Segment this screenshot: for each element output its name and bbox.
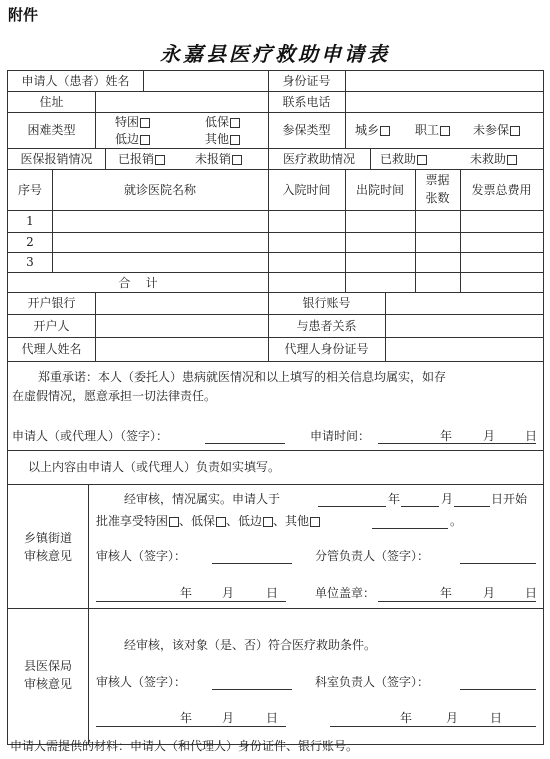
- phone-label: 联系电话: [282, 95, 331, 109]
- id-number-label: 身份证号: [282, 74, 331, 88]
- col-no-header: 序号: [17, 183, 42, 197]
- checkbox-low-guarantee: [230, 118, 240, 128]
- town-review-label-1: 乡镇街道: [23, 531, 72, 545]
- checkbox-low-edge: [140, 135, 150, 145]
- declaration-year: 年: [440, 429, 453, 443]
- address-label: 住址: [39, 95, 64, 109]
- town-year: 年: [180, 586, 193, 600]
- town-text-2: 批准享受特困 、低保 、低边 、其他: [96, 513, 320, 529]
- checkbox-town-low: [216, 517, 226, 527]
- form-title: 永嘉县医疗救助申请表: [160, 42, 390, 66]
- bank-label: 开户银行: [27, 296, 76, 310]
- declaration-sign-label: 申请人（或代理人）（签字）：: [12, 429, 169, 443]
- town-seal-month: 月: [483, 586, 496, 600]
- agent-id-label: 代理人身份证号: [284, 342, 369, 356]
- checkbox-claimed: [155, 155, 165, 165]
- declaration-line-2: 在虚假情况，愿意承担一切法律责任。: [12, 389, 217, 403]
- aid-aided[interactable]: 已救助: [380, 151, 427, 167]
- checkbox-town-edge: [263, 517, 273, 527]
- county-section-head-label: 科室负责人（签字）：: [315, 675, 430, 689]
- truth-note: 以上内容由申请人（或代理人）负责如实填写。: [28, 460, 281, 474]
- town-text-end: 。: [450, 514, 463, 528]
- col-hospital-header: 就诊医院名称: [123, 183, 196, 197]
- col-discharge-header: 出院时间: [355, 183, 404, 197]
- town-seal-year: 年: [440, 586, 453, 600]
- footer-note: 申请人需提供的材料：申请人（和代理人）身份证件、银行账号。: [10, 739, 359, 753]
- checkbox-town-special: [169, 517, 179, 527]
- col-total-header: 发票总费用: [471, 183, 532, 197]
- insurance-employee[interactable]: 职工: [415, 122, 450, 138]
- county-year: 年: [180, 711, 193, 725]
- col-receipts-header-1: 票据: [425, 173, 450, 187]
- town-leader-label: 分管负责人（签字）：: [315, 549, 430, 563]
- county-sign-year: 年: [400, 711, 413, 725]
- town-reviewer-label: 审核人（签字）：: [96, 549, 187, 563]
- account-label: 银行账号: [302, 296, 351, 310]
- hardship-low-guarantee[interactable]: 低保: [205, 114, 240, 130]
- aid-status-label: 医疗救助情况: [282, 152, 355, 166]
- checkbox-special: [140, 118, 150, 128]
- hardship-type-label: 困难类型: [27, 123, 76, 137]
- insurance-not-insured[interactable]: 未参保: [473, 122, 520, 138]
- table-row-2-no: 2: [26, 235, 34, 249]
- table-row-1-no: 1: [26, 214, 34, 228]
- checkbox-not-claimed: [232, 155, 242, 165]
- town-review-label-2: 审核意见: [23, 549, 72, 563]
- town-month: 月: [222, 586, 235, 600]
- total-row-label: 合 计: [118, 276, 158, 290]
- town-day: 日: [266, 586, 279, 600]
- col-receipts-header-2: 张数: [425, 191, 450, 205]
- declaration-month: 月: [483, 429, 496, 443]
- claim-status-label: 医保报销情况: [20, 152, 93, 166]
- applicant-name-label: 申请人（患者）姓名: [21, 74, 130, 88]
- checkbox-not-aided: [507, 155, 517, 165]
- insurance-urban-rural[interactable]: 城乡: [355, 122, 390, 138]
- checkbox-aided: [417, 155, 427, 165]
- county-reviewer-label: 审核人（签字）：: [96, 675, 187, 689]
- hardship-special[interactable]: 特困: [115, 114, 150, 130]
- checkbox-employee: [440, 126, 450, 136]
- county-sign-month: 月: [446, 711, 459, 725]
- county-month: 月: [222, 711, 235, 725]
- town-seal-day: 日: [525, 586, 538, 600]
- holder-label: 开户人: [33, 319, 70, 333]
- table-row-3-no: 3: [26, 255, 34, 269]
- relation-label: 与患者关系: [296, 319, 357, 333]
- checkbox-other: [230, 135, 240, 145]
- declaration-day: 日: [525, 429, 538, 443]
- declaration-date-label: 申请时间：: [310, 429, 371, 443]
- county-review-label-1: 县医保局: [23, 659, 72, 673]
- insurance-type-label: 参保类型: [282, 123, 331, 137]
- town-text-start: 日开始: [491, 492, 528, 506]
- county-text: 经审核，该对象（是、否）符合医疗救助条件。: [124, 638, 377, 652]
- hardship-low-edge[interactable]: 低边: [115, 131, 150, 147]
- town-text-year: 年: [388, 492, 401, 506]
- checkbox-urban-rural: [380, 126, 390, 136]
- agent-name-label: 代理人姓名: [21, 342, 82, 356]
- aid-not-aided[interactable]: 未救助: [470, 151, 517, 167]
- attachment-label: 附件: [8, 6, 39, 24]
- checkbox-town-other: [310, 517, 320, 527]
- checkbox-not-insured: [510, 126, 520, 136]
- claim-claimed[interactable]: 已报销: [118, 151, 165, 167]
- declaration-line-1: 郑重承诺：本人（委托人）患病就医情况和以上填写的相关信息均属实，如存: [38, 370, 447, 384]
- col-admit-header: 入院时间: [282, 183, 331, 197]
- county-day: 日: [266, 711, 279, 725]
- town-text-month: 月: [441, 492, 454, 506]
- county-sign-day: 日: [490, 711, 503, 725]
- town-text-1: 经审核，情况属实。申请人于: [124, 492, 281, 506]
- claim-not-claimed[interactable]: 未报销: [195, 151, 242, 167]
- town-seal-label: 单位盖章：: [315, 586, 376, 600]
- hardship-other[interactable]: 其他: [205, 131, 240, 147]
- county-review-label-2: 审核意见: [23, 677, 72, 691]
